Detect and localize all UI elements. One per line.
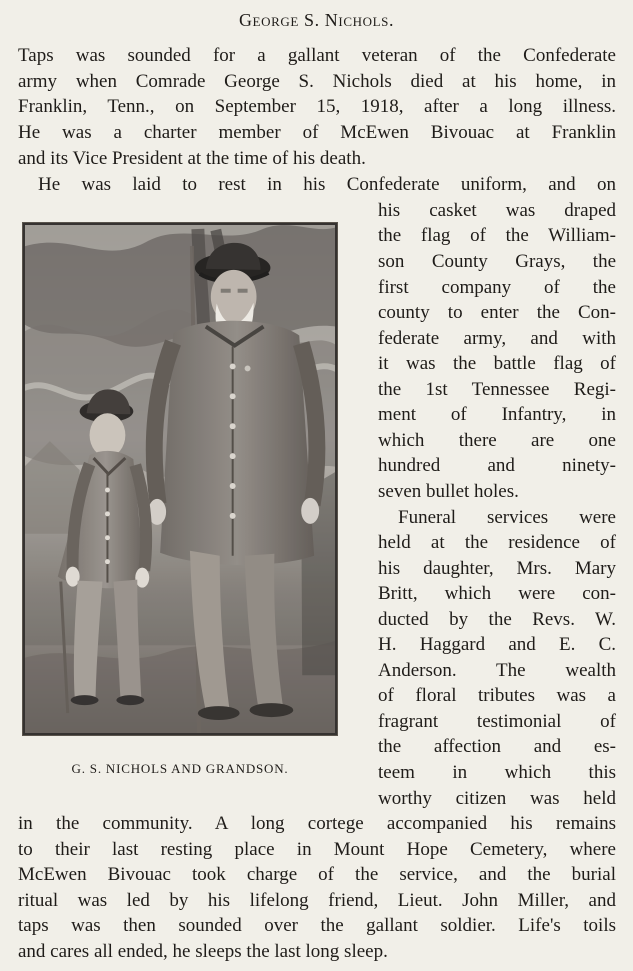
- text-line-11: county to enter the Con-: [378, 302, 616, 323]
- text-line-18: seven bullet holes.: [378, 481, 519, 502]
- text-line-4: He was a charter member of McEwen Bivouac at Franklin: [18, 122, 616, 143]
- photo-frame: [22, 222, 338, 736]
- text-line-27: fragrant testimonial of: [378, 711, 616, 732]
- text-line-9: son County Grays, the: [378, 251, 616, 272]
- text-line-7: his casket was draped: [378, 200, 616, 221]
- text-line-33: McEwen Bivouac took charge of the service, and the burial: [18, 864, 616, 885]
- text-line-28: the affection and es-: [378, 736, 616, 757]
- photo-caption: G. S. NICHOLS AND GRANDSON.: [71, 761, 289, 776]
- text-line-15: ment of Infantry, in: [378, 404, 616, 425]
- text-line-25: Anderson. The wealth: [378, 660, 616, 681]
- text-line-2: army when Comrade George S. Nichols died at his home, in: [18, 71, 616, 92]
- text-line-21: his daughter, Mrs. Mary: [378, 558, 616, 579]
- text-line-22: Britt, which were con-: [378, 583, 616, 604]
- text-line-20: held at the residence of: [378, 532, 616, 553]
- text-line-31: in the community. A long cortege accompanied his remains: [18, 813, 616, 834]
- text-line-24: H. Haggard and E. C.: [378, 634, 616, 655]
- text-line-16: which there are one: [378, 430, 616, 451]
- text-line-35: taps was then sounded over the gallant soldier. Life's toils: [18, 915, 616, 936]
- text-line-36: and cares all ended, he sleeps the last long sleep.: [18, 941, 388, 962]
- text-line-34: ritual was led by his lifelong friend, Lieut. John Miller, and: [18, 890, 616, 911]
- text-line-14: the 1st Tennessee Regi-: [378, 379, 616, 400]
- text-line-29: teem in which this: [378, 762, 616, 783]
- text-line-12: federate army, and with: [378, 328, 616, 349]
- text-line-26: of floral tributes was a: [378, 685, 616, 706]
- text-line-10: first company of the: [378, 277, 616, 298]
- text-line-1: Taps was sounded for a gallant veteran of the Confederate: [18, 45, 616, 66]
- nichols-grandson-photo: [23, 223, 337, 735]
- text-line-32: to their last resting place in Mount Hope Cemetery, where: [18, 839, 616, 860]
- article-title: George S. Nichols.: [238, 10, 395, 30]
- text-line-19: Funeral services were: [398, 507, 616, 528]
- text-line-8: the flag of the William-: [378, 225, 616, 246]
- text-line-23: ducted by the Revs. W.: [378, 609, 616, 630]
- text-line-17: hundred and ninety-: [378, 455, 616, 476]
- text-line-6: He was laid to rest in his Confederate uniform, and on: [38, 174, 616, 195]
- text-line-13: it was the battle flag of: [378, 353, 616, 374]
- text-line-3: Franklin, Tenn., on September 15, 1918, after a long illness.: [18, 96, 616, 117]
- text-line-5: and its Vice President at the time of his death.: [18, 148, 366, 169]
- text-line-30: worthy citizen was held: [378, 788, 616, 809]
